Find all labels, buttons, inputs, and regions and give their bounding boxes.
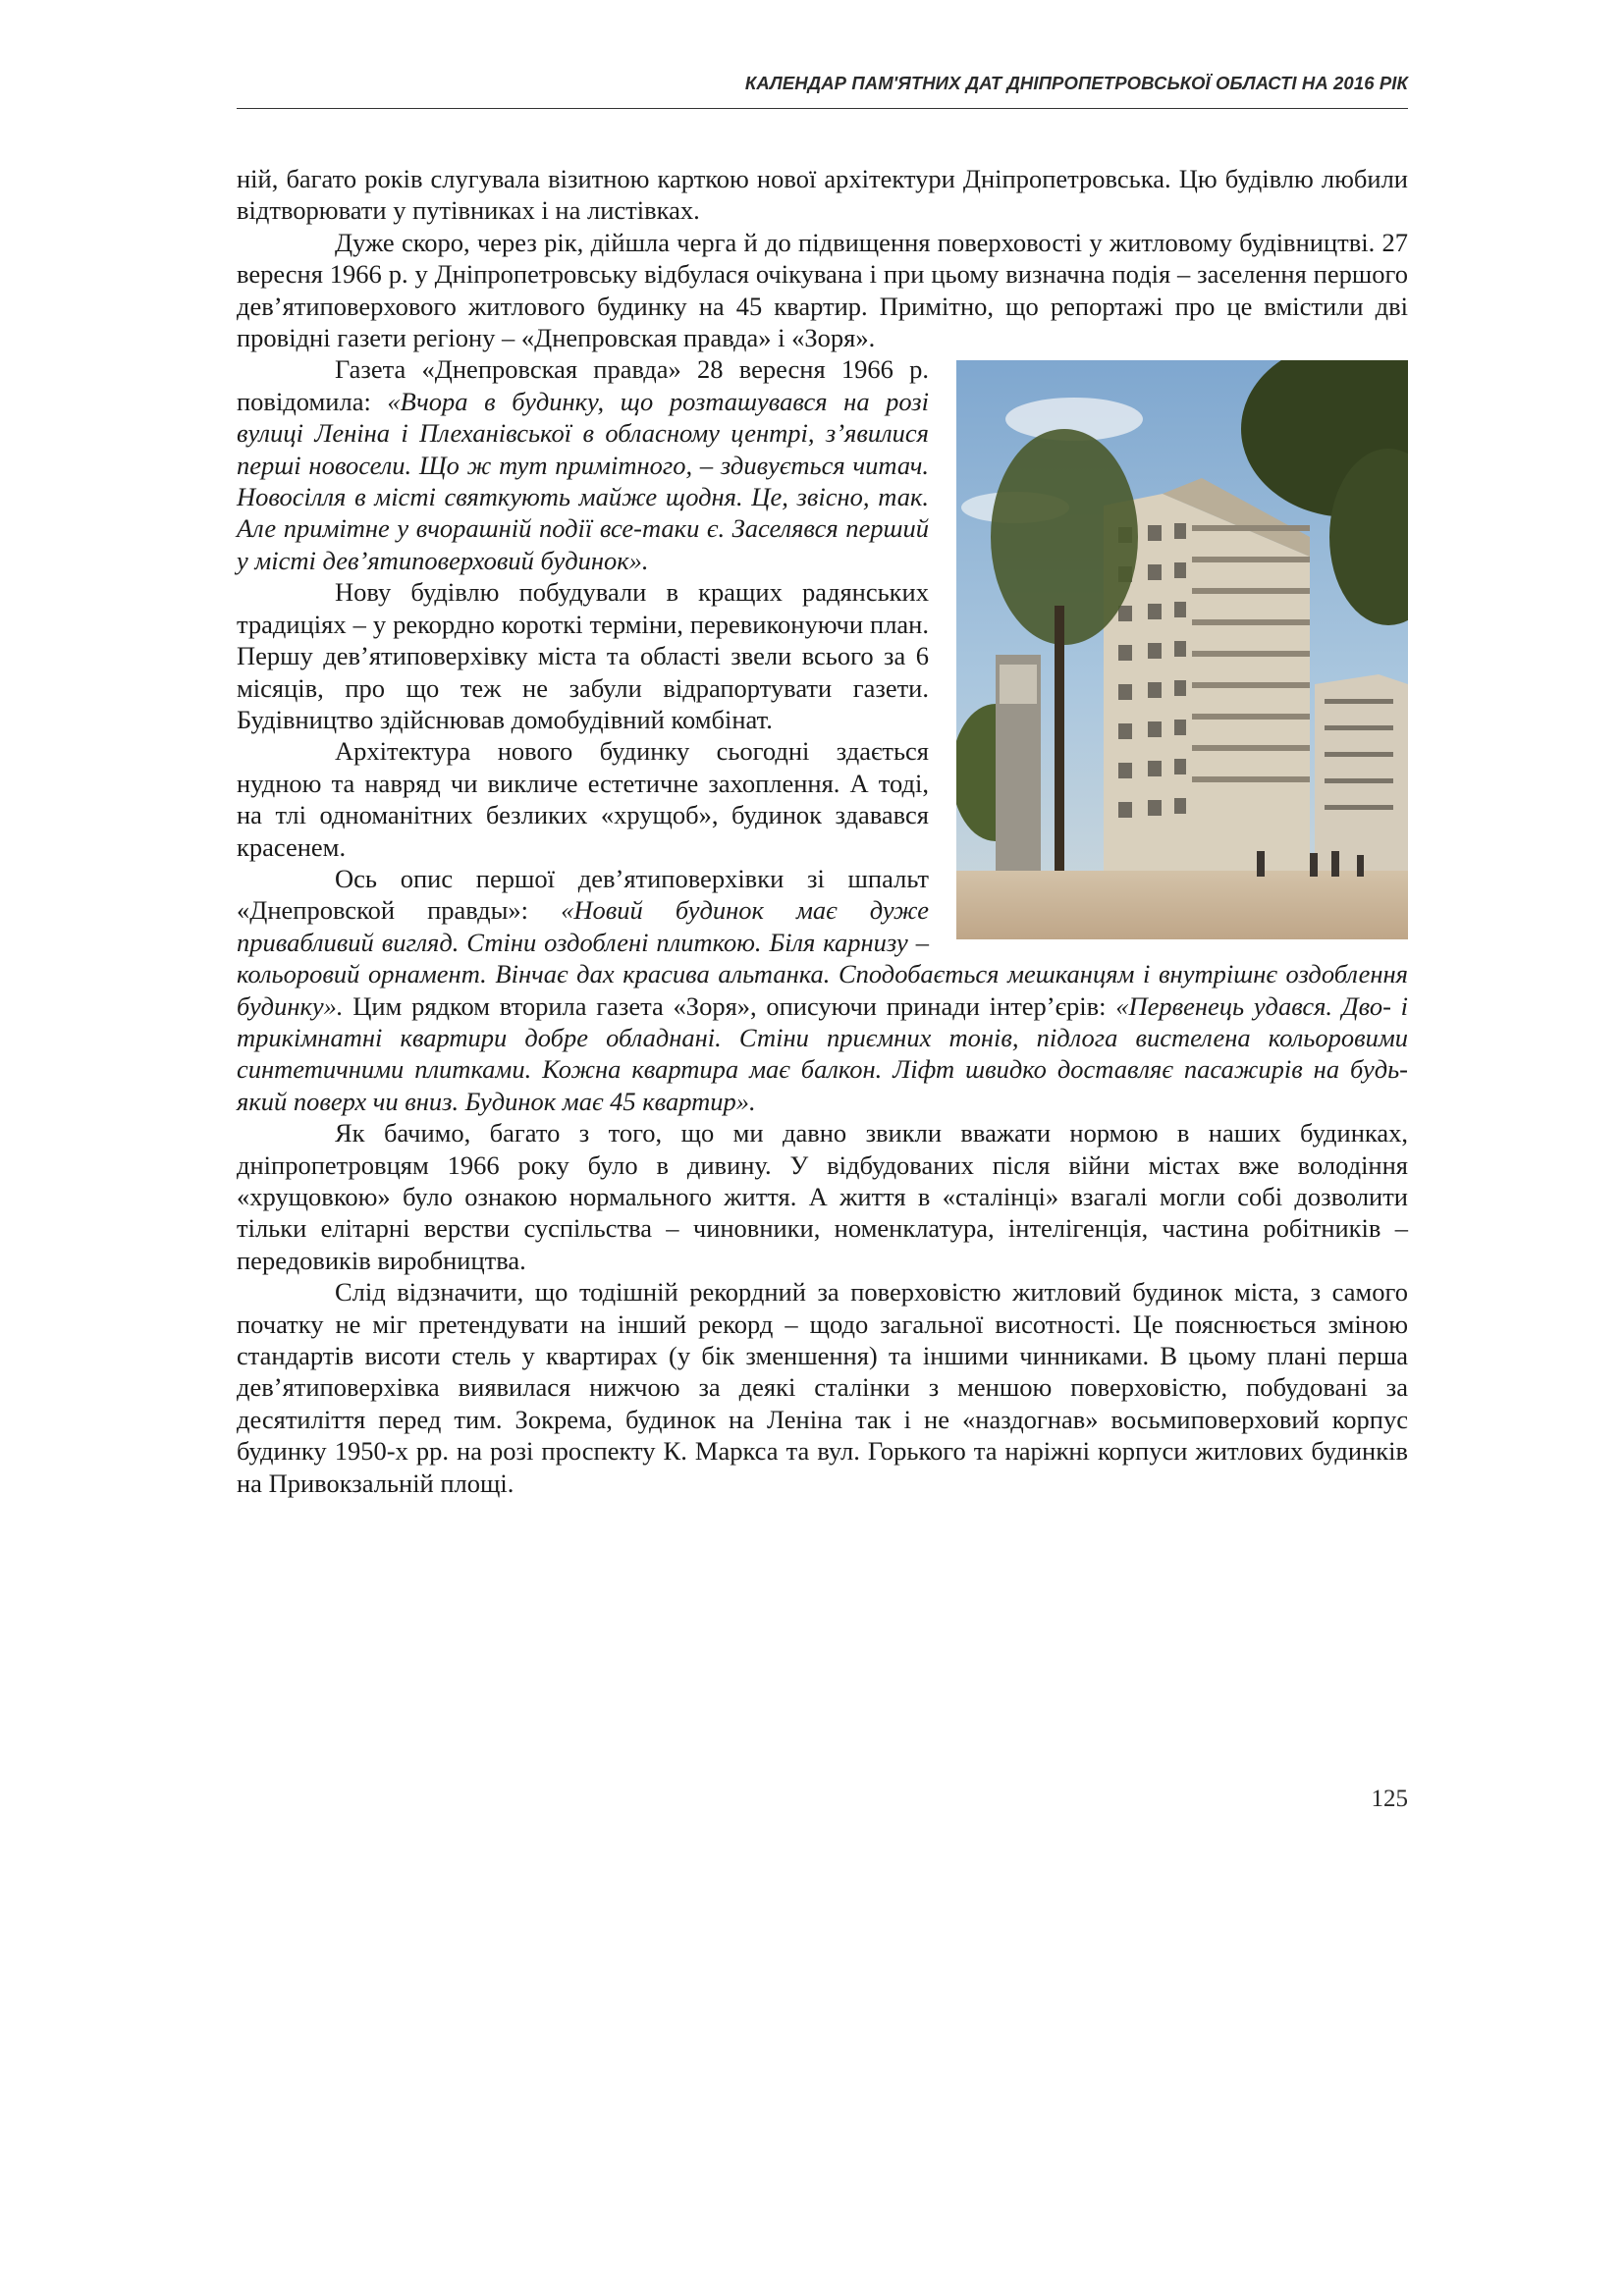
article-body: [237, 163, 1408, 1499]
paragraph-7: Як бачимо, багато з того, що ми давно звикли вважати нормою в наших будинках, дніпропетровцям 1966 року було в дивину. У відбудованих після війни містах вже володіння «хрущовкою» було ознакою нормального життя. А життя в «сталінці» взагалі могли собі дозволити тільки елітарні верстви суспільства – чиновники, номенклатура, інтелігенція, частина робітників – передовиків виробництва.: [237, 1118, 1408, 1275]
paragraph-3-lead: Газета «Днепровская правда» 28 вересня 1966 р. повідомила:: [237, 354, 929, 416]
paragraph-2: Дуже скоро, через рік, дійшла черга й до підвищення поверховості у житловому будівництві. 27 вересня 1966 р. у Дніпропетровську відбулася очікувана і при цьому визначна подія – заселення першого дев’ятиповерхового житлового будинку на 45 квартир. Примітно, що репортажі про це вмістили дві провідні газети регіону – «Днепровская правда» і «Зоря».: [237, 227, 1408, 353]
paragraph-6-mid: Цим рядком вторила газета «Зоря», описуючи принади інтер’єрів:: [343, 990, 1116, 1021]
paragraph-8: Слід відзначити, що тодішній рекордний за поверховістю житловий будинок міста, з самого початку не міг претендувати на інший рекорд – щодо загальної висотності. Це пояснюється зміною стандартів висоти стель у квартирах (у бік зменшення) та іншими чинниками. В цьому плані перша дев’ятиповерхівка виявилася нижчою за деякі сталінки з меншою поверховістю, побудовані за десятиліття перед тим. Зокрема, будинок на Леніна так і не «наздогнав» восьмиповерховий корпус будинку 1950-х рр. на розі проспекту К. Маркса та вул. Горького та наріжні корпуси житлових будинків на Привокзальній площі.: [237, 1277, 1408, 1498]
nine-storey-building-photo: [956, 360, 1408, 939]
paragraph-4: Нову будівлю побудували в кращих радянських традиціях – у рекордно короткі терміни, перевиконуючи план. Першу дев’ятиповерхівку міста та області звели всього за 6 місяців, про що теж не забули відрапортувати газети. Будівництво здійснював домобудівний комбінат.: [237, 577, 929, 734]
building-photo-illustration: [956, 360, 1408, 939]
paragraph-6-quote-2: «Первенець удався. Дво- і трикімнатні квартири добре обладнані. Стіни приємних тонів, підлога вистелена кольоровими синтетичними плитками. Кожна квартира має балкон. Ліфт швидко доставляє пасажирів на будь-який поверх чи вниз. Будинок має 45 квартир».: [237, 990, 1408, 1116]
paragraph-5: Архітектура нового будинку сьогодні здається нудною та навряд чи викличе естетичне захоплення. А тоді, на тлі одноманітних безликих «хрущоб», будинок здавався красенем.: [237, 736, 929, 862]
paragraph-6-lead: Ось опис першої дев’ятиповерхівки зі шпальт «Днепровской правды»:: [237, 863, 929, 926]
paragraph-3-quote: «Вчора в будинку, що розташувався на розі вулиці Леніна і Плеханівської в обласному центрі, з’явилися перші новосели. Що ж тут примітного, – здивується читач. Новосілля в місті святкують майже щодня. Це, звісно, так. Але примітне у вчорашній події все-таки є. Заселявся перший у місті дев’ятиповерховий будинок».: [237, 386, 929, 575]
header-rule: [237, 108, 1408, 109]
running-header: КАЛЕНДАР ПАМ'ЯТНИХ ДАТ ДНІПРОПЕТРОВСЬКОЇ ОБЛАСТІ НА 2016 РІК: [744, 73, 1408, 93]
page-number: 125: [1371, 1786, 1408, 1812]
paragraph-6-quote-1: «Новий будинок має дуже привабливий вигляд. Стіни оздоблені плиткою. Біля карнизу – кольоровий орнамент. Вінчає дах красива альтанка. Сподобається мешканцям і внутрішнє оздоблення будинку».: [237, 895, 1408, 1021]
paragraph-1: ній, багато років слугувала візитною карткою нової архітектури Дніпропетровська. Цю будівлю любили відтворювати у путівниках і на листівках.: [237, 164, 1408, 226]
